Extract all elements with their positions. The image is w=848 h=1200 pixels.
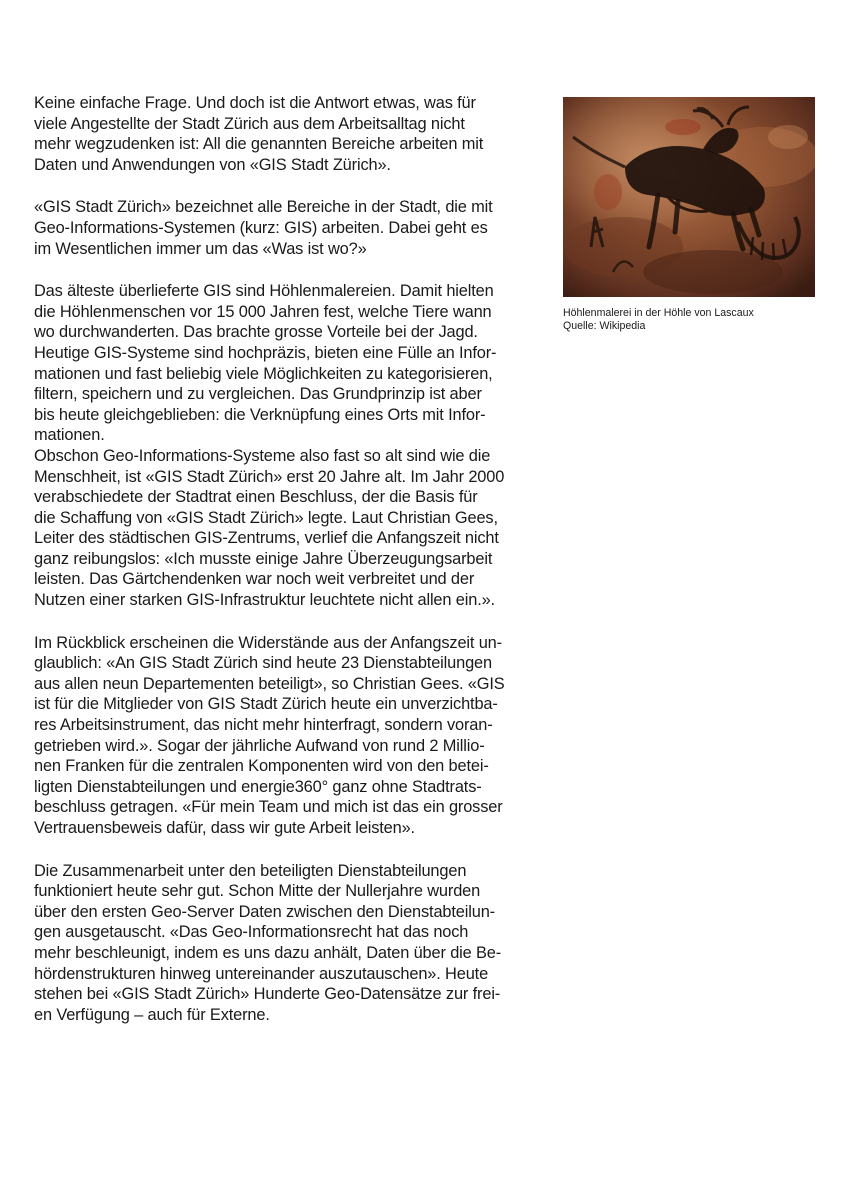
text-line: gen ausgetauscht. «Das Geo-Informationsrecht hat das noch bbox=[34, 923, 469, 942]
text-line: Keine einfache Frage. Und doch ist die Antwort etwas, was für bbox=[34, 94, 476, 112]
text-line: viele Angestellte der Stadt Zürich aus dem Arbeitsalltag nicht bbox=[34, 114, 465, 133]
caption-title: Höhlenmalerei in der Höhle von Lascaux bbox=[563, 307, 754, 319]
text-line: «GIS Stadt Zürich» bezeichnet alle Bereiche in der Stadt, die mit bbox=[34, 198, 493, 217]
text-line: mationen und fast beliebig viele Möglichkeiten zu kategorisieren, bbox=[34, 364, 493, 383]
figure-caption bbox=[563, 307, 815, 332]
text-line: stehen bei «GIS Stadt Zürich» Hunderte Geo-Datensätze zur frei- bbox=[34, 985, 501, 1004]
text-line: Daten und Anwendungen von «GIS Stadt Zürich». bbox=[34, 155, 391, 174]
paragraph-gap bbox=[34, 175, 554, 197]
text-line: nen Franken für die zentralen Komponenten wird von den betei- bbox=[34, 757, 489, 776]
text-line: wo durchwanderten. Das brachte grosse Vorteile bei der Jagd. bbox=[34, 323, 478, 342]
text-line: mehr beschleunigt, indem es uns dazu anhält, Daten über die Be- bbox=[34, 943, 502, 962]
paragraph-retrospective bbox=[34, 633, 554, 839]
text-line: leisten. Das Gärtchendenken war noch weit verbreitet und der bbox=[34, 570, 475, 589]
text-line: Leiter des städtischen GIS-Zentrums, verlief die Anfangszeit nicht bbox=[34, 529, 499, 548]
text-line: getrieben wird.». Sogar der jährliche Aufwand von rund 2 Millio- bbox=[34, 736, 485, 755]
text-line: die Höhlenmenschen vor 15 000 Jahren fest, welche Tiere wann bbox=[34, 302, 492, 321]
text-line: glaublich: «An GIS Stadt Zürich sind heute 23 Dienstabteilungen bbox=[34, 654, 492, 673]
text-line: im Wesentlichen immer um das «Was ist wo?» bbox=[34, 239, 367, 258]
text-line: über den ersten Geo-Server Daten zwischen den Dienstabteilun- bbox=[34, 902, 495, 921]
text-line: filtern, speichern und zu vergleichen. Das Grundprinzip ist aber bbox=[34, 385, 482, 404]
text-line: en Verfügung – auch für Externe. bbox=[34, 1005, 270, 1024]
caption-source: Quelle: Wikipedia bbox=[563, 319, 646, 332]
text-line: bis heute gleichgeblieben: die Verknüpfung eines Orts mit Infor- bbox=[34, 405, 486, 424]
text-line: Menschheit, ist «GIS Stadt Zürich» erst 20 Jahre alt. Im Jahr 2000 bbox=[34, 467, 505, 486]
paragraph-gap bbox=[34, 839, 554, 861]
text-line: Vertrauensbeweis dafür, dass wir gute Arbeit leisten». bbox=[34, 819, 415, 837]
text-line: hördenstrukturen hinweg untereinander auszutauschen». Heute bbox=[34, 964, 489, 983]
text-line: Im Rückblick erscheinen die Widerstände aus der Anfangszeit un- bbox=[34, 633, 502, 652]
text-line: aus allen neun Departementen beteiligt», so Christian Gees. «GIS bbox=[34, 674, 505, 693]
text-line: mationen. bbox=[34, 426, 105, 445]
text-line: verabschiedete der Stadtrat einen Beschluss, der die Basis für bbox=[34, 488, 478, 507]
text-line: Obschon Geo-Informations-Systeme also fast so alt sind wie die bbox=[34, 446, 491, 465]
text-line: ligten Dienstabteilungen und energie360° ganz ohne Stadtrats- bbox=[34, 777, 482, 796]
figure bbox=[563, 97, 815, 332]
paragraph-history bbox=[34, 281, 554, 611]
text-line: Das älteste überlieferte GIS sind Höhlenmalereien. Damit hielten bbox=[34, 282, 494, 301]
text-line: die Schaffung von «GIS Stadt Zürich» legte. Laut Christian Gees, bbox=[34, 508, 498, 527]
text-line: Heutige GIS-Systeme sind hochpräzis, bieten eine Fülle an Infor- bbox=[34, 343, 497, 362]
text-line: Nutzen einer starken GIS-Infrastruktur leuchtete nicht allen ein.». bbox=[34, 591, 495, 610]
text-line: beschluss getragen. «Für mein Team und mich ist das ein grosser bbox=[34, 798, 503, 817]
text-line: ist für die Mitglieder von GIS Stadt Zürich heute ein unverzichtba- bbox=[34, 695, 498, 714]
text-line: res Arbeitsinstrument, das nicht mehr hinterfragt, sondern voran- bbox=[34, 716, 493, 735]
paragraph-gap bbox=[34, 611, 554, 633]
text-line: mehr wegzudenken ist: All die genannten Bereiche arbeiten mit bbox=[34, 135, 484, 154]
article-body bbox=[34, 93, 554, 1025]
paragraph-intro bbox=[34, 93, 554, 175]
paragraph-collaboration bbox=[34, 861, 554, 1026]
paragraph-gap bbox=[34, 259, 554, 281]
text-line: Die Zusammenarbeit unter den beteiligten Dienstabteilungen bbox=[34, 861, 467, 880]
cave-painting-image bbox=[563, 97, 815, 297]
text-line: Geo-Informations-Systemen (kurz: GIS) arbeiten. Dabei geht es bbox=[34, 218, 488, 237]
text-line: funktioniert heute sehr gut. Schon Mitte der Nullerjahre wurden bbox=[34, 882, 481, 901]
paragraph-definition bbox=[34, 197, 554, 259]
text-line: ganz reibungslos: «Ich musste einige Jahre Überzeugungsarbeit bbox=[34, 549, 493, 568]
